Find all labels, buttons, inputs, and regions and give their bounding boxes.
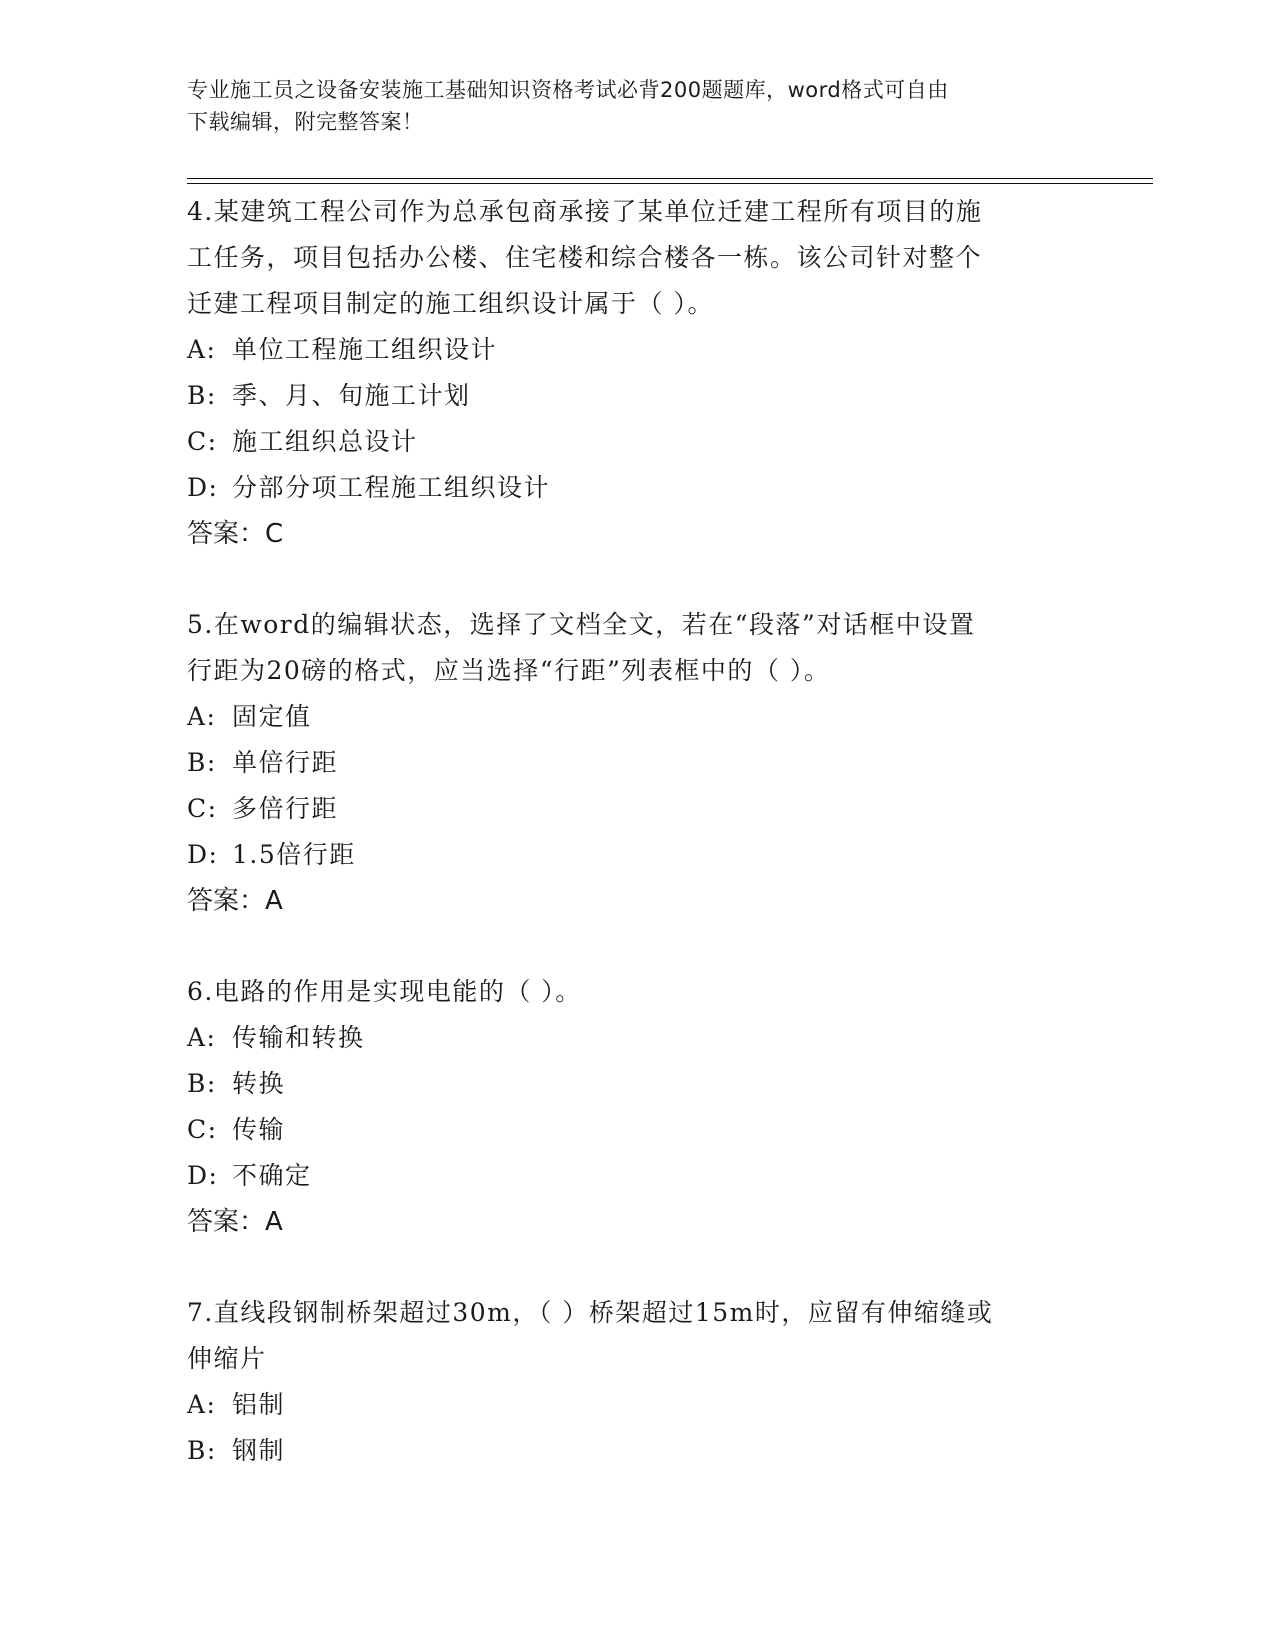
question-stem-line: 伸缩片 (187, 1344, 267, 1373)
question-6 (187, 969, 1087, 1245)
header-line-1: 专业施工员之设备安装施工基础知识资格考试必背200题题库，word格式可自由 (187, 78, 949, 102)
option-c (187, 419, 1087, 465)
option-a (187, 327, 1087, 373)
option-text: 钢制 (232, 1436, 286, 1465)
option-letter: B: (187, 748, 217, 777)
header-rule-bottom (187, 183, 1153, 184)
spacer (187, 924, 1087, 969)
option-b (187, 1428, 1087, 1474)
question-4 (187, 189, 1087, 557)
option-b (187, 1061, 1087, 1107)
option-text: 单倍行距 (232, 748, 339, 777)
option-letter: B: (187, 1436, 217, 1465)
header-line-2: 下载编辑，附完整答案！ (187, 110, 424, 134)
option-a (187, 1382, 1087, 1428)
option-b (187, 373, 1087, 419)
question-stem-line: 5.在word的编辑状态，选择了文档全文，若在“段落”对话框中设置 (187, 610, 976, 639)
option-b (187, 740, 1087, 786)
option-text: 1.5倍行距 (232, 840, 356, 869)
option-c (187, 1107, 1087, 1153)
document-header (187, 74, 1067, 138)
option-a (187, 1015, 1087, 1061)
question-stem-line: 6.电路的作用是实现电能的（ ）。 (187, 977, 582, 1006)
option-letter: A: (187, 335, 217, 364)
option-text: 转换 (232, 1069, 286, 1098)
answer-line: 答案：C (187, 519, 284, 549)
question-list (187, 189, 1087, 1474)
option-text: 不确定 (232, 1161, 312, 1190)
question-stem-line: 行距为20磅的格式，应当选择“行距”列表框中的（ ）。 (187, 656, 831, 685)
option-text: 铝制 (232, 1390, 286, 1419)
question-5 (187, 602, 1087, 924)
option-text: 固定值 (232, 702, 312, 731)
question-stem-line: 工任务，项目包括办公楼、住宅楼和综合楼各一栋。该公司针对整个 (187, 243, 983, 272)
question-stem-line: 迁建工程项目制定的施工组织设计属于（ ）。 (187, 289, 714, 318)
option-a (187, 694, 1087, 740)
option-letter: C: (187, 427, 218, 456)
option-letter: B: (187, 381, 217, 410)
question-stem-line: 4.某建筑工程公司作为总承包商承接了某单位迁建工程所有项目的施 (187, 197, 983, 226)
option-letter: D: (187, 840, 219, 869)
option-letter: A: (187, 702, 217, 731)
option-d (187, 465, 1087, 511)
option-text: 传输 (232, 1115, 286, 1144)
question-7 (187, 1290, 1087, 1474)
option-letter: D: (187, 473, 219, 502)
option-letter: B: (187, 1069, 217, 1098)
option-text: 季、月、旬施工计划 (232, 381, 471, 410)
option-letter: A: (187, 1390, 217, 1419)
option-text: 单位工程施工组织设计 (232, 335, 498, 364)
option-text: 传输和转换 (232, 1023, 365, 1052)
option-d (187, 1153, 1087, 1199)
answer-line: 答案：A (187, 886, 283, 916)
option-letter: D: (187, 1161, 219, 1190)
option-d (187, 832, 1087, 878)
question-stem-line: 7.直线段钢制桥架超过30m，（ ）桥架超过15m时，应留有伸缩缝或 (187, 1298, 994, 1327)
answer-line: 答案：A (187, 1207, 283, 1237)
option-letter: C: (187, 1115, 218, 1144)
option-text: 分部分项工程施工组织设计 (232, 473, 551, 502)
option-text: 施工组织总设计 (232, 427, 418, 456)
option-letter: A: (187, 1023, 217, 1052)
option-letter: C: (187, 794, 218, 823)
option-c (187, 786, 1087, 832)
spacer (187, 557, 1087, 602)
header-rule-top (187, 178, 1153, 179)
option-text: 多倍行距 (232, 794, 339, 823)
spacer (187, 1245, 1087, 1290)
